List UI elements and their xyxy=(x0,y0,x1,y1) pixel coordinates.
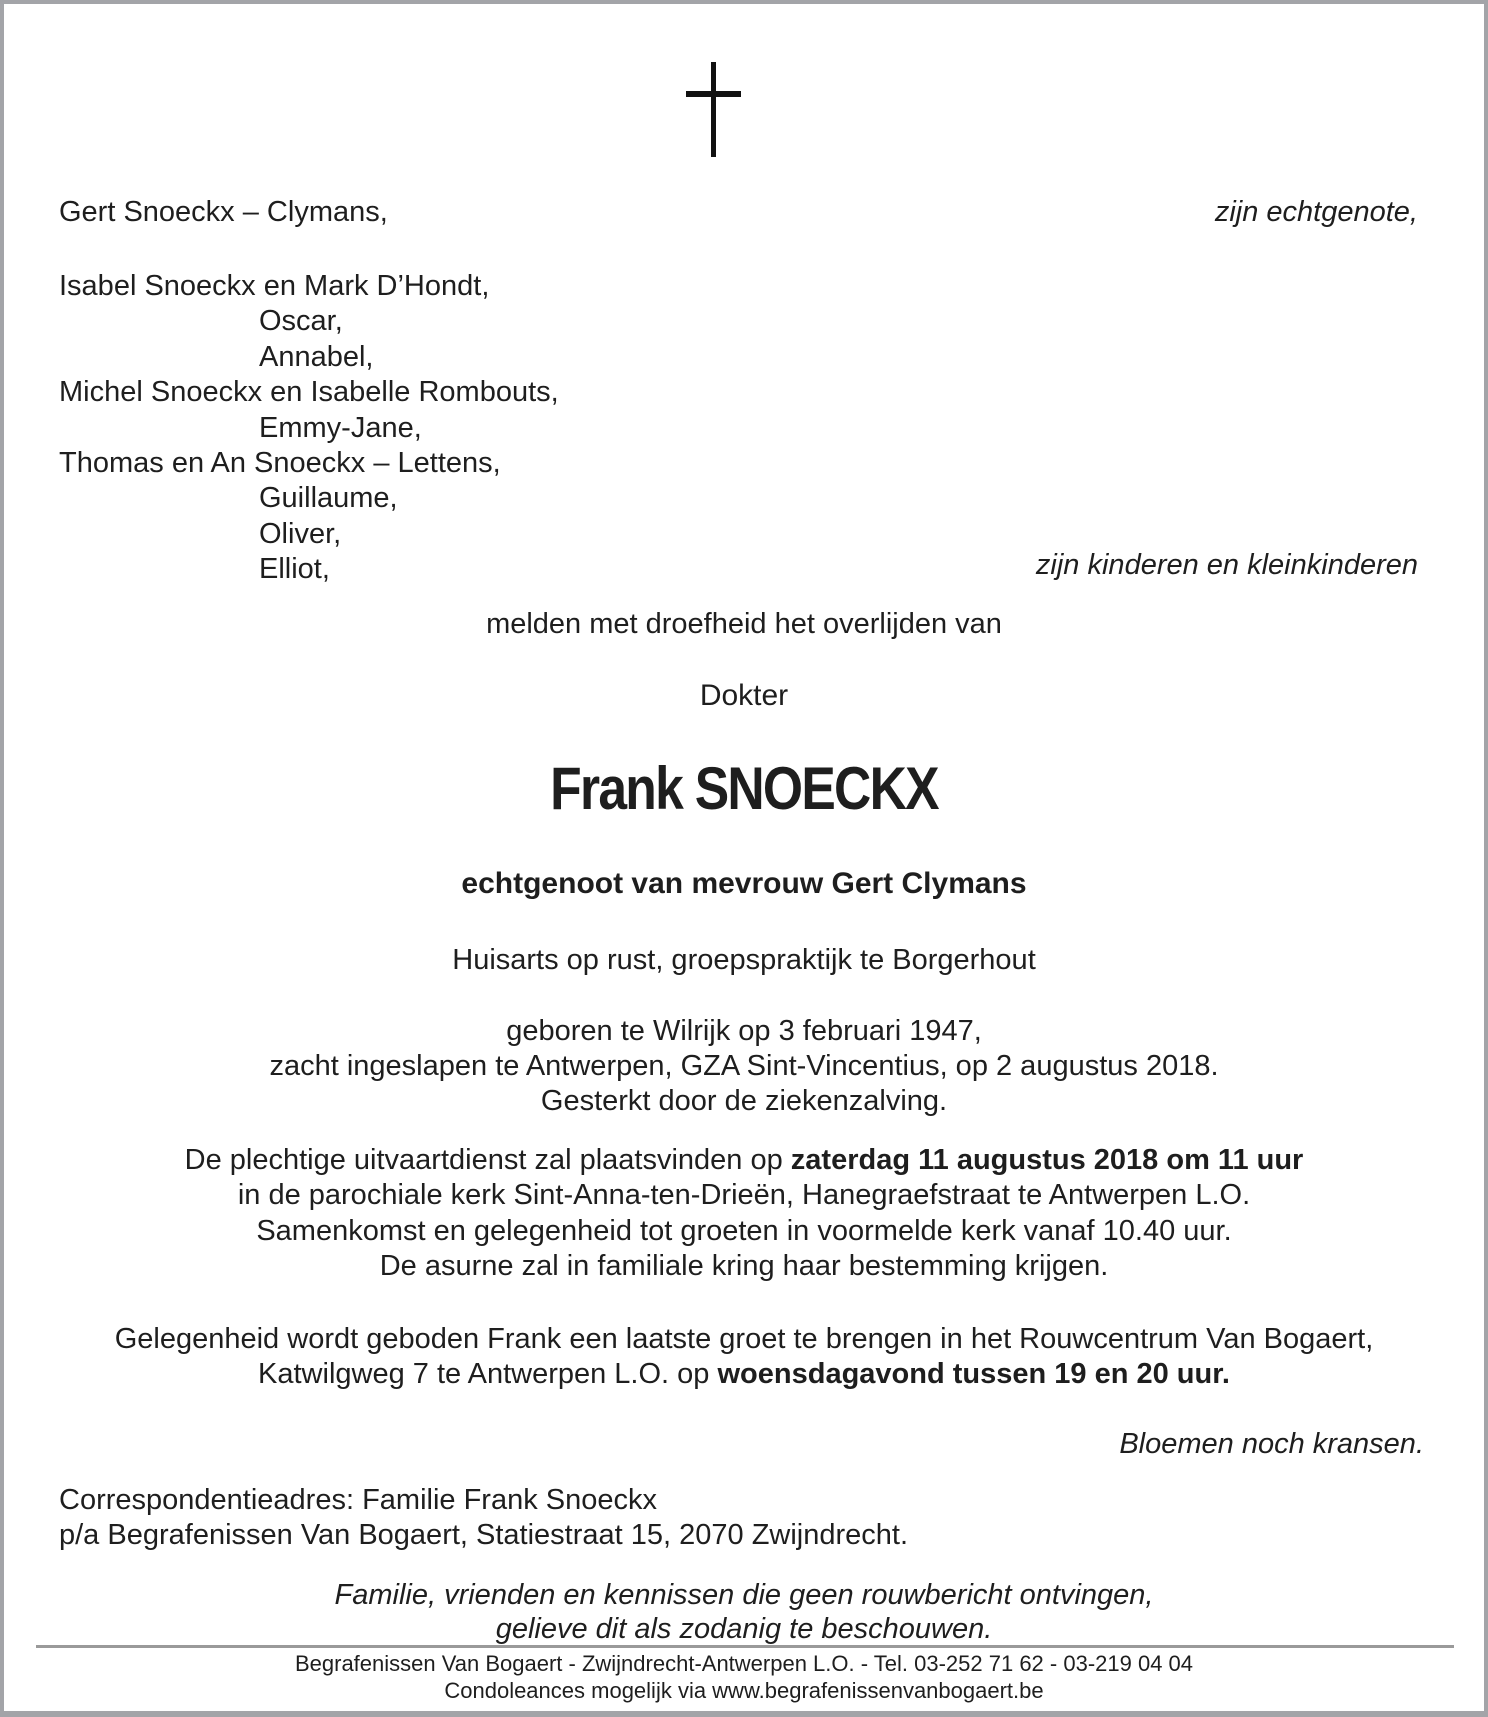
family-member: Elliot, xyxy=(259,553,330,586)
service-line-4: De asurne zal in familiale kring haar bestemming krijgen. xyxy=(379,1250,1109,1282)
visit-time: woensdagavond tussen 19 en 20 uur. xyxy=(717,1358,1230,1390)
service-line-1 xyxy=(4,1142,1484,1178)
service-date: zaterdag 11 augustus 2018 om 11 uur xyxy=(790,1144,1304,1176)
subtitle: echtgenoot van mevrouw Gert Clymans xyxy=(461,867,1027,900)
children-role: zijn kinderen en kleinkinderen xyxy=(1035,549,1418,581)
divider xyxy=(36,1645,1454,1648)
deceased-name: Frank SNOECKX xyxy=(550,755,938,822)
birth: geboren te Wilrijk op 3 februari 1947, xyxy=(506,1015,982,1047)
death: zacht ingeslapen te Antwerpen, GZA Sint-Vincentius, op 2 augustus 2018. xyxy=(269,1050,1219,1082)
family-member: Oliver, xyxy=(259,517,342,550)
visit-prefix: Katwilgweg 7 te Antwerpen L.O. op xyxy=(258,1358,718,1390)
correspondence-line-2: p/a Begrafenissen Van Bogaert, Statiestraat 15, 2070 Zwijndrecht. xyxy=(59,1519,909,1551)
visit-line-2 xyxy=(4,1356,1484,1392)
notice-line-2: gelieve dit als zodanig te beschouwen. xyxy=(495,1613,993,1645)
profession: Huisarts op rust, groepspraktijk te Borgerhout xyxy=(452,944,1036,976)
title: Dokter xyxy=(699,679,789,712)
sacrament: Gesterkt door de ziekenzalving. xyxy=(540,1085,948,1117)
obituary-card xyxy=(4,4,1484,1711)
service-line-2: in de parochiale kerk Sint-Anna-ten-Drieën, Hanegraefstraat te Antwerpen L.O. xyxy=(237,1179,1251,1211)
visit-line-1: Gelegenheid wordt geboden Frank een laatste groet te brengen in het Rouwcentrum Van Bogaert, xyxy=(114,1323,1374,1355)
service-line-3: Samenkomst en gelegenheid tot groeten in voormelde kerk vanaf 10.40 uur. xyxy=(256,1215,1232,1247)
spouse-role: zijn echtgenote, xyxy=(1214,196,1418,228)
service-prefix: De plechtige uitvaartdienst zal plaatsvinden op xyxy=(184,1144,791,1176)
family-member: Isabel Snoeckx en Mark D’Hondt, xyxy=(59,270,490,302)
family-member: Michel Snoeckx en Isabelle Rombouts, xyxy=(59,376,559,409)
notice-line-1: Familie, vrienden en kennissen die geen rouwbericht ontvingen, xyxy=(334,1579,1154,1611)
family-member: Annabel, xyxy=(259,340,374,373)
flowers-note: Bloemen noch kransen. xyxy=(1119,1428,1424,1460)
footer-line-1: Begrafenissen Van Bogaert - Zwijndrecht-Antwerpen L.O. - Tel. 03-252 71 62 - 03-219 04 04 xyxy=(294,1651,1194,1676)
spouse-name: Gert Snoeckx – Clymans, xyxy=(59,196,388,228)
family-member: Guillaume, xyxy=(259,482,398,515)
correspondence-line-1: Correspondentieadres: Familie Frank Snoeckx xyxy=(59,1484,657,1516)
announcement: melden met droefheid het overlijden van xyxy=(486,608,1002,640)
family-member: Thomas en An Snoeckx – Lettens, xyxy=(59,447,501,479)
footer-line-2: Condoleances mogelijk via www.begrafenissenvanbogaert.be xyxy=(444,1678,1044,1703)
family-member: Emmy-Jane, xyxy=(259,411,422,444)
family-member: Oscar, xyxy=(259,305,343,338)
